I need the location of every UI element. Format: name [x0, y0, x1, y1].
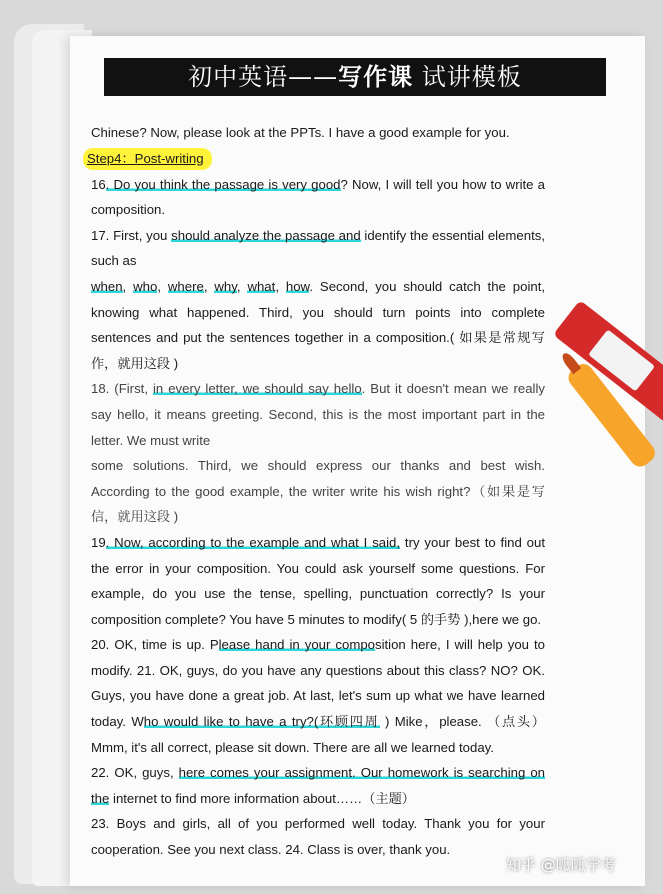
p16-rest: ? Now, I will tell you how to write a composition.: [91, 176, 546, 218]
p20-b: sition here, I will help you to modify. 21. OK, guys, do you have any questions about this class? NO? OK. Guys, you have done a great job. At last, let's sum up what we have learned today. W: [91, 637, 545, 730]
word-who: who: [133, 278, 158, 294]
watermark: 知乎 @呱呱学考: [506, 856, 616, 874]
p23-b: . Boys and girls, all of you performed well today. Thank you for your cooperation. See you next class. 24. Class is over, thank you.: [91, 816, 545, 858]
paragraph-22: [91, 760, 545, 811]
paragraph-20: [91, 632, 545, 760]
num-23: 23: [91, 816, 106, 832]
p18-highlight: in every letter, we should say hello: [152, 381, 362, 397]
document-body: [87, 120, 546, 863]
paragraph-17: 17. First, you should analyze the passage and identify the essential elements, such as when, who, where, why, what, how. Second, you should catch the point, knowing what happened. Third, you should turn points into complete sentences and put the sentences together in a composition.( 如果是常规写作，就用这段 ): [91, 227, 546, 371]
step4-text: Step4：Post-writing: [87, 150, 204, 166]
p20-highlight: lease hand in your compo: [218, 637, 375, 653]
p17-b: identify the essential elements, such as: [91, 227, 546, 269]
num-20: 20: [91, 637, 106, 653]
title-part3: 试讲模板: [413, 63, 522, 91]
p19-b: try your best to find out the error in your composition. You could ask yourself some questions. For example, do you use the tense, spelling, punctuation correctly? Is your composition complete? You have 5 minutes to modify( 5 的手势 ),here we go.: [91, 534, 545, 627]
p18-c: some solutions. Third, we should express our thanks and best wish. According to the good example, the writer write his wish right?（如果是写信，就用这段 ): [91, 458, 545, 525]
num-18: 18: [91, 381, 106, 397]
num-19: 19: [91, 534, 106, 550]
p19-highlight: . Now, according to the example and what I said,: [105, 534, 401, 550]
p20-c: ) Mike，please. （点头）Mmm, it's all correct, please sit down. There are all we learned today.: [91, 714, 545, 755]
word-when: when: [91, 278, 123, 294]
step4-label: [83, 148, 212, 170]
p20-highlight2: ho would like to have a try?(环顾四周: [143, 714, 380, 730]
page-title: [104, 58, 606, 96]
intro-line: Chinese? Now, please look at the PPTs. I have a good example for you.: [91, 125, 510, 140]
title-part1: 初中英语——: [188, 63, 339, 91]
p18-b: . But it doesn't mean we really say hello, it means greeting. Second, this is the most important part in the letter. We must write: [91, 381, 545, 448]
paragraph-18: [91, 376, 545, 530]
word-what: what: [247, 278, 276, 294]
p17-c: . Second, you should catch the point, knowing what happened. Third, you should turn points into complete sentences and put the sentences together in a composition.( 如果是常规写作，就用这段 ): [91, 278, 546, 371]
word-where: where: [167, 278, 204, 294]
p20-a: . OK, time is up. P: [105, 637, 219, 653]
title-part2: 写作课: [338, 63, 414, 91]
num-22: 22: [91, 765, 106, 781]
p22-b: internet to find more information about……（主题）: [109, 790, 415, 806]
word-how: how: [285, 278, 310, 294]
p18-a: . (First,: [105, 381, 153, 397]
paragraph-19: [91, 530, 545, 632]
paragraph-23: [91, 811, 545, 862]
p16-highlight: . Do you think the passage is very good: [105, 176, 341, 192]
p22-a: . OK, guys,: [105, 765, 179, 781]
word-why: why: [214, 278, 237, 294]
num-17: 17: [91, 227, 106, 243]
p17-highlight: should analyze the passage and: [171, 227, 361, 243]
paragraph-16: [91, 172, 545, 223]
p17-a: . First, you: [105, 227, 172, 243]
num-16: 16: [91, 176, 106, 192]
p22-highlight: here comes your assignment. Our homework is searching on the: [91, 765, 545, 806]
